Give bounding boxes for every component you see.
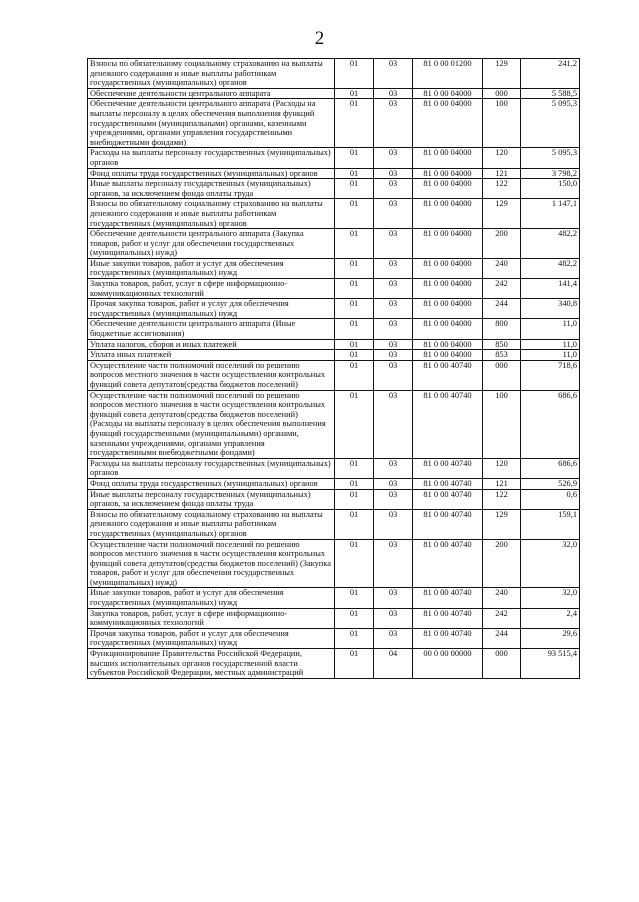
row-section: 01 xyxy=(335,148,374,168)
row-expense-type: 242 xyxy=(483,608,521,628)
row-expense-type: 129 xyxy=(483,509,521,539)
row-target-article: 81 0 00 04000 xyxy=(413,199,483,229)
row-amount: 5 095,3 xyxy=(521,99,580,148)
row-target-article: 81 0 00 04000 xyxy=(413,319,483,339)
row-target-article: 81 0 00 04000 xyxy=(413,258,483,278)
row-expense-type: 200 xyxy=(483,229,521,259)
table-row xyxy=(88,509,580,539)
row-target-article: 81 0 00 40740 xyxy=(413,478,483,489)
table-row xyxy=(88,390,580,458)
row-section: 01 xyxy=(335,59,374,89)
row-subsection: 03 xyxy=(374,360,413,390)
row-name: Расходы на выплаты персоналу государственных (муниципальных) органов xyxy=(88,458,335,478)
row-name: Осуществление части полномочий поселений по решению вопросов местного значения в части осуществления контрольных функций совета депутатов(средства бюджетов поселений) xyxy=(88,360,335,390)
row-section: 01 xyxy=(335,168,374,179)
table-row xyxy=(88,350,580,361)
row-expense-type: 000 xyxy=(483,649,521,679)
table-row xyxy=(88,588,580,608)
row-name: Обеспечение деятельности центрального аппарата (Иные бюджетные ассигнования) xyxy=(88,319,335,339)
row-subsection: 03 xyxy=(374,279,413,299)
row-expense-type: 853 xyxy=(483,350,521,361)
row-name: Взносы по обязательному социальному страхованию на выплаты денежного содержания и иные выплаты работникам государственных (муниципальных) органов xyxy=(88,59,335,89)
row-expense-type: 120 xyxy=(483,148,521,168)
table-row xyxy=(88,360,580,390)
row-subsection: 03 xyxy=(374,88,413,99)
row-target-article: 81 0 00 04000 xyxy=(413,229,483,259)
row-target-article: 81 0 00 01200 xyxy=(413,59,483,89)
row-section: 01 xyxy=(335,99,374,148)
row-expense-type: 100 xyxy=(483,390,521,458)
row-subsection: 03 xyxy=(374,608,413,628)
row-target-article: 81 0 00 04000 xyxy=(413,279,483,299)
row-subsection: 03 xyxy=(374,59,413,89)
row-target-article: 81 0 00 04000 xyxy=(413,350,483,361)
row-target-article: 81 0 00 40740 xyxy=(413,539,483,588)
row-subsection: 04 xyxy=(374,649,413,679)
row-target-article: 81 0 00 04000 xyxy=(413,99,483,148)
row-expense-type: 240 xyxy=(483,258,521,278)
row-name: Уплата иных платежей xyxy=(88,350,335,361)
budget-table xyxy=(87,58,580,679)
table-row xyxy=(88,258,580,278)
row-expense-type: 000 xyxy=(483,360,521,390)
table-row xyxy=(88,168,580,179)
row-section: 01 xyxy=(335,199,374,229)
table-row xyxy=(88,608,580,628)
table-row xyxy=(88,229,580,259)
row-name: Иные выплаты персоналу государственных (муниципальных) органов, за исключением фонда оплаты труда xyxy=(88,179,335,199)
row-expense-type: 242 xyxy=(483,279,521,299)
row-expense-type: 120 xyxy=(483,458,521,478)
row-amount: 3 798,2 xyxy=(521,168,580,179)
row-section: 01 xyxy=(335,319,374,339)
row-target-article: 81 0 00 40740 xyxy=(413,489,483,509)
row-amount: 718,6 xyxy=(521,360,580,390)
row-amount: 482,2 xyxy=(521,258,580,278)
table-row xyxy=(88,148,580,168)
row-expense-type: 244 xyxy=(483,628,521,648)
row-section: 01 xyxy=(335,258,374,278)
row-expense-type: 000 xyxy=(483,88,521,99)
row-subsection: 03 xyxy=(374,229,413,259)
row-name: Фонд оплаты труда государственных (муниципальных) органов xyxy=(88,168,335,179)
row-expense-type: 122 xyxy=(483,179,521,199)
table-row xyxy=(88,539,580,588)
row-target-article: 81 0 00 04000 xyxy=(413,168,483,179)
row-subsection: 03 xyxy=(374,628,413,648)
row-section: 01 xyxy=(335,478,374,489)
row-expense-type: 200 xyxy=(483,539,521,588)
row-amount: 482,2 xyxy=(521,229,580,259)
row-name: Обеспечение деятельности центрального аппарата (Расходы на выплаты персоналу в целях обеспечения выполнения функций государственными (муниципальными) органами, казенными учреждениями, органами управления государственными внебюджетными фондами) xyxy=(88,99,335,148)
row-target-article: 81 0 00 40740 xyxy=(413,360,483,390)
row-amount: 11,0 xyxy=(521,319,580,339)
row-name: Иные закупки товаров, работ и услуг для обеспечения государственных (муниципальных) нужд xyxy=(88,588,335,608)
row-name: Прочая закупка товаров, работ и услуг для обеспечения государственных (муниципальных) нужд xyxy=(88,628,335,648)
row-section: 01 xyxy=(335,608,374,628)
row-expense-type: 121 xyxy=(483,168,521,179)
row-expense-type: 850 xyxy=(483,339,521,350)
row-name: Обеспечение деятельности центрального аппарата xyxy=(88,88,335,99)
row-section: 01 xyxy=(335,88,374,99)
row-expense-type: 129 xyxy=(483,199,521,229)
row-name: Закупка товаров, работ, услуг в сфере информационно-коммуникационных технологий xyxy=(88,608,335,628)
row-expense-type: 100 xyxy=(483,99,521,148)
table-row xyxy=(88,649,580,679)
row-name: Взносы по обязательному социальному страхованию на выплаты денежного содержания и иные выплаты работникам государственных (муниципальных) органов xyxy=(88,509,335,539)
row-subsection: 03 xyxy=(374,99,413,148)
row-amount: 0,6 xyxy=(521,489,580,509)
table-row xyxy=(88,59,580,89)
row-section: 01 xyxy=(335,360,374,390)
row-subsection: 03 xyxy=(374,339,413,350)
row-subsection: 03 xyxy=(374,350,413,361)
row-subsection: 03 xyxy=(374,509,413,539)
row-amount: 2,4 xyxy=(521,608,580,628)
row-name: Функционирование Правительства Российской Федерации, высших исполнительных органов государственной власти субъектов Российской Федерации, местных администраций xyxy=(88,649,335,679)
table-row xyxy=(88,319,580,339)
page-number: 2 xyxy=(314,28,325,49)
row-section: 01 xyxy=(335,539,374,588)
row-section: 01 xyxy=(335,339,374,350)
row-target-article: 81 0 00 04000 xyxy=(413,299,483,319)
row-amount: 1 147,1 xyxy=(521,199,580,229)
row-name: Обеспечение деятельности центрального аппарата (Закупка товаров, работ и услуг для обеспечения государственных (муниципальных) нужд) xyxy=(88,229,335,259)
row-expense-type: 240 xyxy=(483,588,521,608)
row-amount: 93 515,4 xyxy=(521,649,580,679)
row-target-article: 81 0 00 40740 xyxy=(413,608,483,628)
row-section: 01 xyxy=(335,229,374,259)
row-subsection: 03 xyxy=(374,179,413,199)
row-section: 01 xyxy=(335,350,374,361)
budget-table-body xyxy=(88,59,580,679)
row-name: Расходы на выплаты персоналу государственных (муниципальных) органов xyxy=(88,148,335,168)
row-subsection: 03 xyxy=(374,258,413,278)
row-section: 01 xyxy=(335,588,374,608)
table-row xyxy=(88,478,580,489)
row-section: 01 xyxy=(335,458,374,478)
row-subsection: 03 xyxy=(374,299,413,319)
row-subsection: 03 xyxy=(374,478,413,489)
row-expense-type: 129 xyxy=(483,59,521,89)
row-target-article: 81 0 00 04000 xyxy=(413,339,483,350)
row-section: 01 xyxy=(335,390,374,458)
row-amount: 5 095,3 xyxy=(521,148,580,168)
table-row xyxy=(88,99,580,148)
row-target-article: 81 0 00 40740 xyxy=(413,588,483,608)
row-subsection: 03 xyxy=(374,458,413,478)
row-name: Закупка товаров, работ, услуг в сфере информационно-коммуникационных технологий xyxy=(88,279,335,299)
row-target-article: 81 0 00 40740 xyxy=(413,390,483,458)
row-subsection: 03 xyxy=(374,148,413,168)
table-row xyxy=(88,88,580,99)
row-amount: 340,8 xyxy=(521,299,580,319)
row-amount: 141,4 xyxy=(521,279,580,299)
row-section: 01 xyxy=(335,489,374,509)
row-amount: 11,0 xyxy=(521,339,580,350)
row-section: 01 xyxy=(335,649,374,679)
row-subsection: 03 xyxy=(374,390,413,458)
row-section: 01 xyxy=(335,299,374,319)
row-amount: 150,0 xyxy=(521,179,580,199)
row-name: Взносы по обязательному социальному страхованию на выплаты денежного содержания и иные выплаты работникам государственных (муниципальных) органов xyxy=(88,199,335,229)
row-amount: 32,0 xyxy=(521,588,580,608)
row-name: Иные выплаты персоналу государственных (муниципальных) органов, за исключением фонда оплаты труда xyxy=(88,489,335,509)
row-target-article: 81 0 00 04000 xyxy=(413,179,483,199)
row-name: Иные закупки товаров, работ и услуг для обеспечения государственных (муниципальных) нужд xyxy=(88,258,335,278)
row-section: 01 xyxy=(335,628,374,648)
row-amount: 686,6 xyxy=(521,390,580,458)
table-row xyxy=(88,628,580,648)
table-row xyxy=(88,179,580,199)
row-amount: 241,2 xyxy=(521,59,580,89)
row-section: 01 xyxy=(335,279,374,299)
row-amount: 11,0 xyxy=(521,350,580,361)
row-subsection: 03 xyxy=(374,489,413,509)
table-row xyxy=(88,299,580,319)
row-section: 01 xyxy=(335,509,374,539)
row-amount: 686,6 xyxy=(521,458,580,478)
row-name: Фонд оплаты труда государственных (муниципальных) органов xyxy=(88,478,335,489)
row-expense-type: 244 xyxy=(483,299,521,319)
row-name: Уплата налогов, сборов и иных платежей xyxy=(88,339,335,350)
row-amount: 5 588,5 xyxy=(521,88,580,99)
row-target-article: 81 0 00 40740 xyxy=(413,509,483,539)
row-target-article: 81 0 00 04000 xyxy=(413,88,483,99)
row-subsection: 03 xyxy=(374,588,413,608)
table-row xyxy=(88,489,580,509)
row-section: 01 xyxy=(335,179,374,199)
row-expense-type: 121 xyxy=(483,478,521,489)
row-amount: 29,6 xyxy=(521,628,580,648)
row-name: Осуществление части полномочий поселений по решению вопросов местного значения в части осуществления контрольных функций совета депутатов(средства бюджетов поселений) (Закупка товаров, работ и услуг для обеспечения государственных (муниципальных) нужд) xyxy=(88,539,335,588)
row-expense-type: 800 xyxy=(483,319,521,339)
table-row xyxy=(88,199,580,229)
row-target-article: 81 0 00 40740 xyxy=(413,458,483,478)
row-target-article: 81 0 00 04000 xyxy=(413,148,483,168)
row-expense-type: 122 xyxy=(483,489,521,509)
row-amount: 32,0 xyxy=(521,539,580,588)
row-subsection: 03 xyxy=(374,539,413,588)
row-target-article: 81 0 00 40740 xyxy=(413,628,483,648)
row-amount: 526,9 xyxy=(521,478,580,489)
row-target-article: 00 0 00 00000 xyxy=(413,649,483,679)
row-amount: 159,1 xyxy=(521,509,580,539)
table-row xyxy=(88,279,580,299)
table-row xyxy=(88,339,580,350)
row-name: Прочая закупка товаров, работ и услуг для обеспечения государственных (муниципальных) нужд xyxy=(88,299,335,319)
row-name: Осуществление части полномочий поселений по решению вопросов местного значения в части осуществления контрольных функций совета депутатов(средства бюджетов поселений) (Расходы на выплаты персоналу в целях обеспечения выполнения функций государственными (муниципальными) органами, казенными учреждениями, органами управления государственными внебюджетными фондами) xyxy=(88,390,335,458)
row-subsection: 03 xyxy=(374,199,413,229)
row-subsection: 03 xyxy=(374,168,413,179)
table-row xyxy=(88,458,580,478)
row-subsection: 03 xyxy=(374,319,413,339)
